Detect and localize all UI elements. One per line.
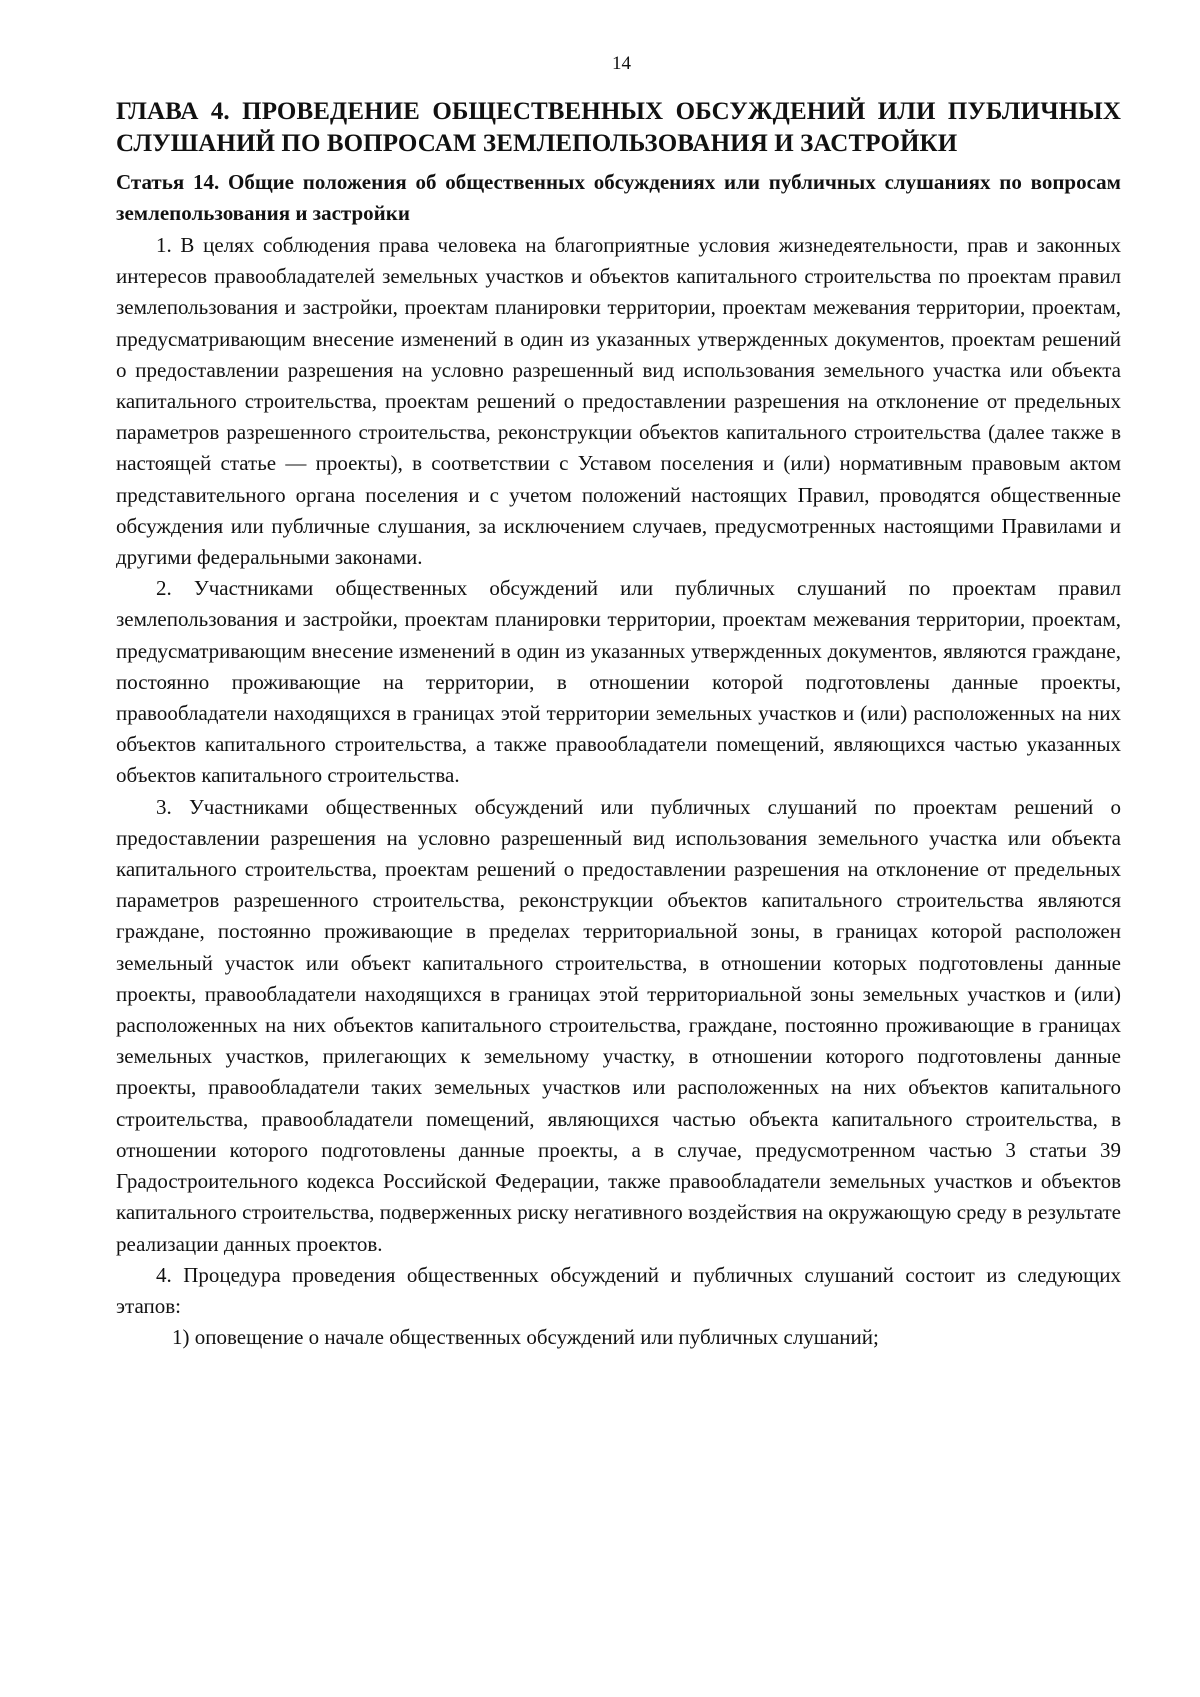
page-number: 14 bbox=[612, 53, 631, 74]
paragraph-3: 3. Участниками общественных обсуждений или публичных слушаний по проектам решений о предоставлении разрешения на условно разрешенный вид использования земельного участка или объекта капитального строительства, проектам решений о предоставлении разрешения на отклонение от предельных параметров разрешенного строительства, реконструкции объектов капитального строительства являются граждане, постоянно проживающие в пределах территориальной зоны, в границах которой расположен земельный участок или объект капитального строительства, в отношении которых подготовлены данные проекты, правообладатели находящихся в границах этой территориальной зоны земельных участков и (или) расположенных на них объектов капитального строительства, граждане, постоянно проживающие в границах земельных участков, прилегающих к земельному участку, в отношении которого подготовлены данные проекты, правообладатели таких земельных участков или расположенных на них объектов капитального строительства, правообладатели помещений, являющихся частью объекта капитального строительства, в отношении которого подготовлены данные проекты, а в случае, предусмотренном частью 3 статьи 39 Градостроительного кодекса Российской Федерации, также правообладатели земельных участков и объектов капитального строительства, подверженных риску негативного воздействия на окружающую среду в результате реализации данных проектов. bbox=[116, 794, 1121, 1256]
document-page bbox=[116, 52, 1121, 1353]
article-title: Статья 14. Общие положения об общественных обсуждениях или публичных слушаниях по вопросам землепользования и застройки bbox=[116, 170, 1121, 225]
list-item-1: 1) оповещение о начале общественных обсуждений или публичных слушаний; bbox=[172, 1325, 879, 1350]
paragraph-2: 2. Участниками общественных обсуждений или публичных слушаний по проектам правил землепользования и застройки, проектам планировки территории, проектам межевания территории, проектам, предусматривающим внесение изменений в один из указанных утвержденных документов, являются граждане, постоянно проживающие на территории, в отношении которой подготовлены данные проекты, правообладатели находящихся в границах этой территории земельных участков и (или) расположенных на них объектов капитального строительства, а также правообладатели помещений, являющихся частью указанных объектов капитального строительства. bbox=[116, 576, 1121, 788]
paragraph-1: 1. В целях соблюдения права человека на благоприятные условия жизнедеятельности, прав и законных интересов правообладателей земельных участков и объектов капитального строительства по проектам правил землепользования и застройки, проектам планировки территории, проектам межевания территории, проектам, предусматривающим внесение изменений в один из указанных утвержденных документов, проектам решений о предоставлении разрешения на условно разрешенный вид использования земельного участка или объекта капитального строительства, проектам решений о предоставлении разрешения на отклонение от предельных параметров разрешенного строительства, реконструкции объектов капитального строительства (далее также в настоящей статье — проекты), в соответствии с Уставом поселения и (или) нормативным правовым актом представительного органа поселения и с учетом положений настоящих Правил, проводятся общественные обсуждения или публичные слушания, за исключением случаев, предусмотренных настоящими Правилами и другими федеральными законами. bbox=[116, 233, 1121, 570]
chapter-title: ГЛАВА 4. ПРОВЕДЕНИЕ ОБЩЕСТВЕННЫХ ОБСУЖДЕНИЙ ИЛИ ПУБЛИЧНЫХ СЛУШАНИЙ ПО ВОПРОСАМ ЗЕМЛЕПОЛЬЗОВАНИЯ И ЗАСТРОЙКИ bbox=[116, 98, 1121, 157]
paragraph-4: 4. Процедура проведения общественных обсуждений и публичных слушаний состоит из следующих этапов: bbox=[116, 1262, 1121, 1318]
